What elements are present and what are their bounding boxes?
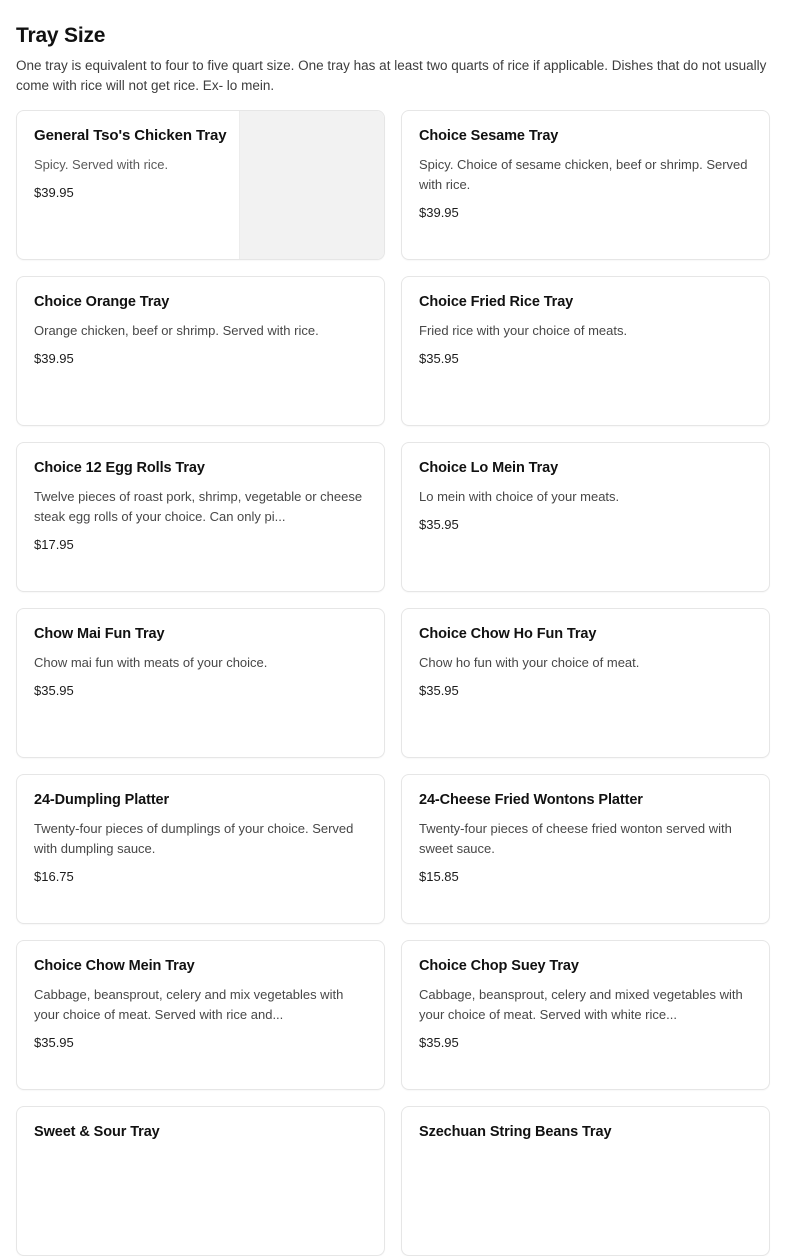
menu-item-price: $39.95 (419, 205, 459, 220)
menu-item-name: Choice Sesame Tray (419, 128, 559, 144)
menu-item-name: Choice Chow Ho Fun Tray (419, 626, 597, 642)
menu-item-price: $35.95 (419, 683, 459, 698)
menu-item-description: Chow ho fun with your choice of meat. (419, 655, 640, 670)
menu-item-card[interactable] (401, 608, 770, 758)
menu-item-price: $35.95 (419, 517, 459, 532)
menu-item-description: Orange chicken, beef or shrimp. Served with rice. (34, 323, 319, 338)
menu-item-description: Lo mein with choice of your meats. (419, 489, 620, 504)
menu-item-card[interactable] (16, 110, 385, 260)
menu-item-description: Spicy. Served with rice. (34, 157, 169, 172)
menu-item-price: $39.95 (34, 185, 74, 200)
menu-item-card[interactable] (16, 608, 385, 758)
menu-item-price: $16.75 (34, 869, 74, 884)
menu-item-name: Choice Orange Tray (34, 294, 170, 310)
menu-item-card[interactable] (16, 774, 385, 924)
menu-item-description: Chow mai fun with meats of your choice. (34, 655, 268, 670)
menu-item-name: Choice Lo Mein Tray (419, 460, 559, 476)
menu-item-name: Szechuan String Beans Tray (419, 1124, 612, 1140)
menu-item-card[interactable] (401, 1106, 770, 1256)
menu-item-description: Spicy. Choice of sesame chicken, beef or shrimp. Served with rice. (419, 157, 748, 192)
menu-item-price: $35.95 (419, 351, 459, 366)
menu-item-price: $39.95 (34, 351, 74, 366)
menu-item-card[interactable] (401, 276, 770, 426)
menu-item-name: Choice Fried Rice Tray (419, 294, 574, 310)
menu-item-price: $15.85 (419, 869, 459, 884)
menu-item-card[interactable] (401, 774, 770, 924)
menu-item-card[interactable] (16, 276, 385, 426)
menu-item-name: Chow Mai Fun Tray (34, 626, 165, 642)
menu-item-name: Choice 12 Egg Rolls Tray (34, 460, 205, 476)
menu-item-grid (16, 110, 769, 1256)
menu-item-card[interactable] (16, 1106, 385, 1256)
menu-item-name: General Tso's Chicken Tray (34, 127, 227, 144)
menu-item-name: Sweet & Sour Tray (34, 1124, 160, 1140)
page-title: Tray Size (16, 24, 106, 47)
menu-item-description: Twenty-four pieces of cheese fried wonton served with sweet sauce. (419, 821, 732, 856)
menu-item-description: Fried rice with your choice of meats. (419, 323, 628, 338)
menu-item-card[interactable] (16, 442, 385, 592)
menu-item-description: Cabbage, beansprout, celery and mix vegetables with your choice of meat. Served with rice and... (34, 987, 344, 1022)
menu-item-card[interactable] (16, 940, 385, 1090)
section-description: One tray is equivalent to four to five quart size. One tray has at least two quarts of rice if applicable. Dishes that do not usually come with rice will not get rice. Ex- lo mein. (16, 58, 767, 93)
menu-item-name: Choice Chop Suey Tray (419, 958, 579, 974)
menu-item-description: Twenty-four pieces of dumplings of your choice. Served with dumpling sauce. (34, 821, 354, 856)
menu-item-description: Cabbage, beansprout, celery and mixed vegetables with your choice of meat. Served with white rice... (419, 987, 743, 1022)
menu-item-description: Twelve pieces of roast pork, shrimp, vegetable or cheese steak egg rolls of your choice. Can only pi... (34, 489, 363, 524)
menu-item-card[interactable] (401, 110, 770, 260)
menu-item-price: $35.95 (34, 683, 74, 698)
menu-item-image (239, 111, 384, 259)
menu-item-card[interactable] (401, 940, 770, 1090)
menu-item-card[interactable] (401, 442, 770, 592)
menu-item-price: $35.95 (34, 1035, 74, 1050)
menu-item-name: 24-Cheese Fried Wontons Platter (419, 792, 643, 808)
menu-item-price: $35.95 (419, 1035, 459, 1050)
menu-item-name: 24-Dumpling Platter (34, 792, 170, 808)
menu-item-name: Choice Chow Mein Tray (34, 958, 195, 974)
menu-item-price: $17.95 (34, 537, 74, 552)
